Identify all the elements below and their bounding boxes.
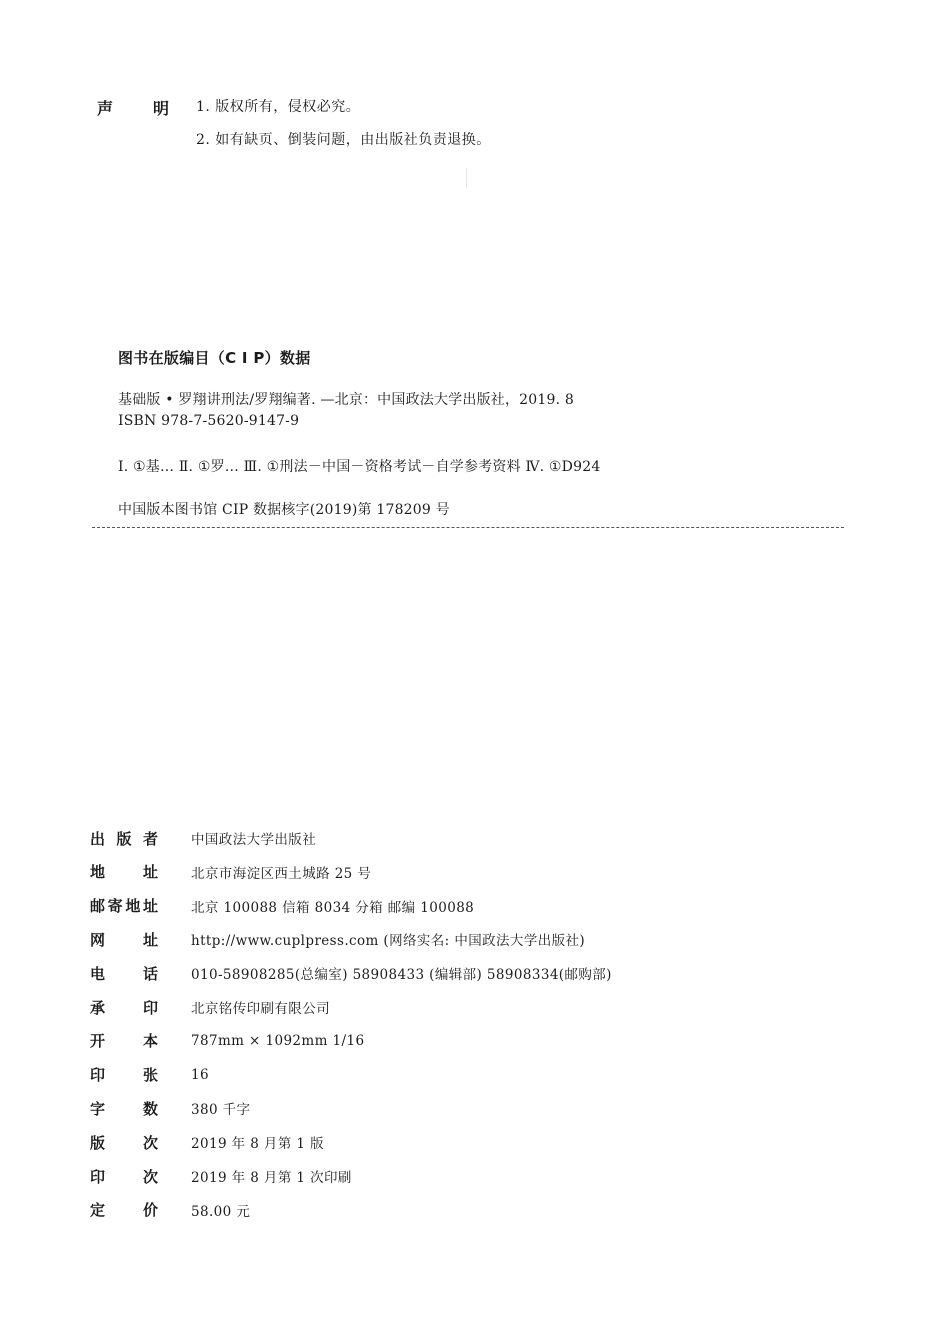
imprint-label-char: 字 <box>90 1099 106 1118</box>
imprint-value: 58.00 元 <box>191 1203 251 1220</box>
statement-label <box>97 96 169 119</box>
imprint-value: 北京市海淀区西土城路 25 号 <box>191 865 372 882</box>
imprint-label-char: 址 <box>142 897 158 916</box>
imprint-value: http://www.cuplpress.com (网络实名: 中国政法大学出版社) <box>191 933 586 950</box>
imprint-value: 16 <box>191 1066 209 1083</box>
imprint-label-char: 地 <box>125 897 141 916</box>
cip-title: 图书在版编目（C I P）数据 <box>118 349 311 367</box>
imprint-label <box>90 997 158 1018</box>
imprint-value: 787mm × 1092mm 1/16 <box>191 1032 365 1049</box>
imprint-label <box>90 1098 158 1119</box>
imprint-label-char: 定 <box>90 1201 106 1220</box>
imprint-row <box>90 927 690 951</box>
imprint-label-char: 寄 <box>107 897 123 916</box>
imprint-label <box>90 861 158 882</box>
imprint-label <box>90 1199 158 1220</box>
imprint-value: 2019 年 8 月第 1 版 <box>191 1136 324 1153</box>
imprint-label <box>90 1132 158 1153</box>
imprint-label-char: 网 <box>90 930 106 949</box>
imprint-row <box>90 826 690 850</box>
imprint-value: 北京 100088 信箱 8034 分箱 邮编 100088 <box>191 899 475 916</box>
imprint-row <box>90 894 690 918</box>
imprint-label-char: 开 <box>90 1032 106 1051</box>
imprint-label-char: 地 <box>90 863 106 882</box>
scan-mark <box>466 168 467 188</box>
imprint-label-char: 印 <box>90 1066 106 1085</box>
imprint-label-char: 者 <box>142 829 158 848</box>
imprint-value: 北京铭传印刷有限公司 <box>191 1001 330 1017</box>
imprint-label-char: 址 <box>142 930 158 949</box>
imprint-row <box>90 860 690 884</box>
imprint-label-char: 次 <box>142 1167 158 1186</box>
imprint-row <box>90 995 690 1019</box>
imprint-label <box>90 1030 158 1051</box>
cip-line-isbn: ISBN 978-7-5620-9147-9 <box>118 413 300 429</box>
imprint-label-char: 印 <box>142 998 158 1017</box>
imprint-label-char: 电 <box>90 964 106 983</box>
imprint-label-char: 出 <box>90 829 106 848</box>
imprint-row <box>90 961 690 985</box>
cip-line-classification: Ⅰ. ①基… Ⅱ. ①罗… Ⅲ. ①刑法－中国－资格考试－自学参考资料 Ⅳ. ①D924 <box>118 459 601 475</box>
imprint-label-char: 版 <box>90 1133 106 1152</box>
imprint-value: 2019 年 8 月第 1 次印刷 <box>191 1170 352 1186</box>
imprint-label <box>90 1064 158 1085</box>
imprint-label-char: 邮 <box>90 897 106 916</box>
imprint-label-char: 印 <box>90 1167 106 1186</box>
imprint-label <box>90 1166 158 1187</box>
imprint-row <box>90 1164 690 1188</box>
imprint-row <box>90 1130 690 1154</box>
statement-item-2: 2. 如有缺页、倒装问题，由出版社负责退换。 <box>196 132 491 148</box>
imprint-label-char: 承 <box>90 998 106 1017</box>
imprint-value: 380 千字 <box>191 1102 251 1119</box>
dashed-divider <box>92 527 844 528</box>
imprint-label-char: 价 <box>142 1201 158 1220</box>
imprint-label-char: 址 <box>142 863 158 882</box>
imprint-label <box>90 963 158 984</box>
imprint-value: 中国政法大学出版社 <box>191 832 317 848</box>
statement-item-1: 1. 版权所有，侵权必究。 <box>196 99 361 115</box>
imprint-label <box>90 895 158 916</box>
statement-label-char: 明 <box>152 99 169 118</box>
imprint-label-char: 数 <box>142 1099 158 1118</box>
imprint-label-char: 次 <box>142 1133 158 1152</box>
imprint-label-char: 张 <box>142 1066 158 1085</box>
cip-line-title: 基础版 • 罗翔讲刑法/罗翔编著. —北京：中国政法大学出版社，2019. 8 <box>118 392 575 408</box>
imprint-label-char: 话 <box>142 964 158 983</box>
statement-label-char: 声 <box>97 99 114 118</box>
imprint-label-char: 版 <box>116 829 132 848</box>
imprint-label <box>90 929 158 950</box>
imprint-row <box>90 1063 690 1087</box>
cip-line-record-number: 中国版本图书馆 CIP 数据核字(2019)第 178209 号 <box>118 502 450 518</box>
imprint-row <box>90 1198 690 1222</box>
imprint-label-char: 本 <box>142 1032 158 1051</box>
imprint-value: 010-58908285(总编室) 58908433 (编辑部) 58908334(邮购部) <box>191 967 612 984</box>
imprint-row <box>90 1096 690 1120</box>
imprint-label <box>90 828 158 849</box>
imprint-row <box>90 1029 690 1053</box>
